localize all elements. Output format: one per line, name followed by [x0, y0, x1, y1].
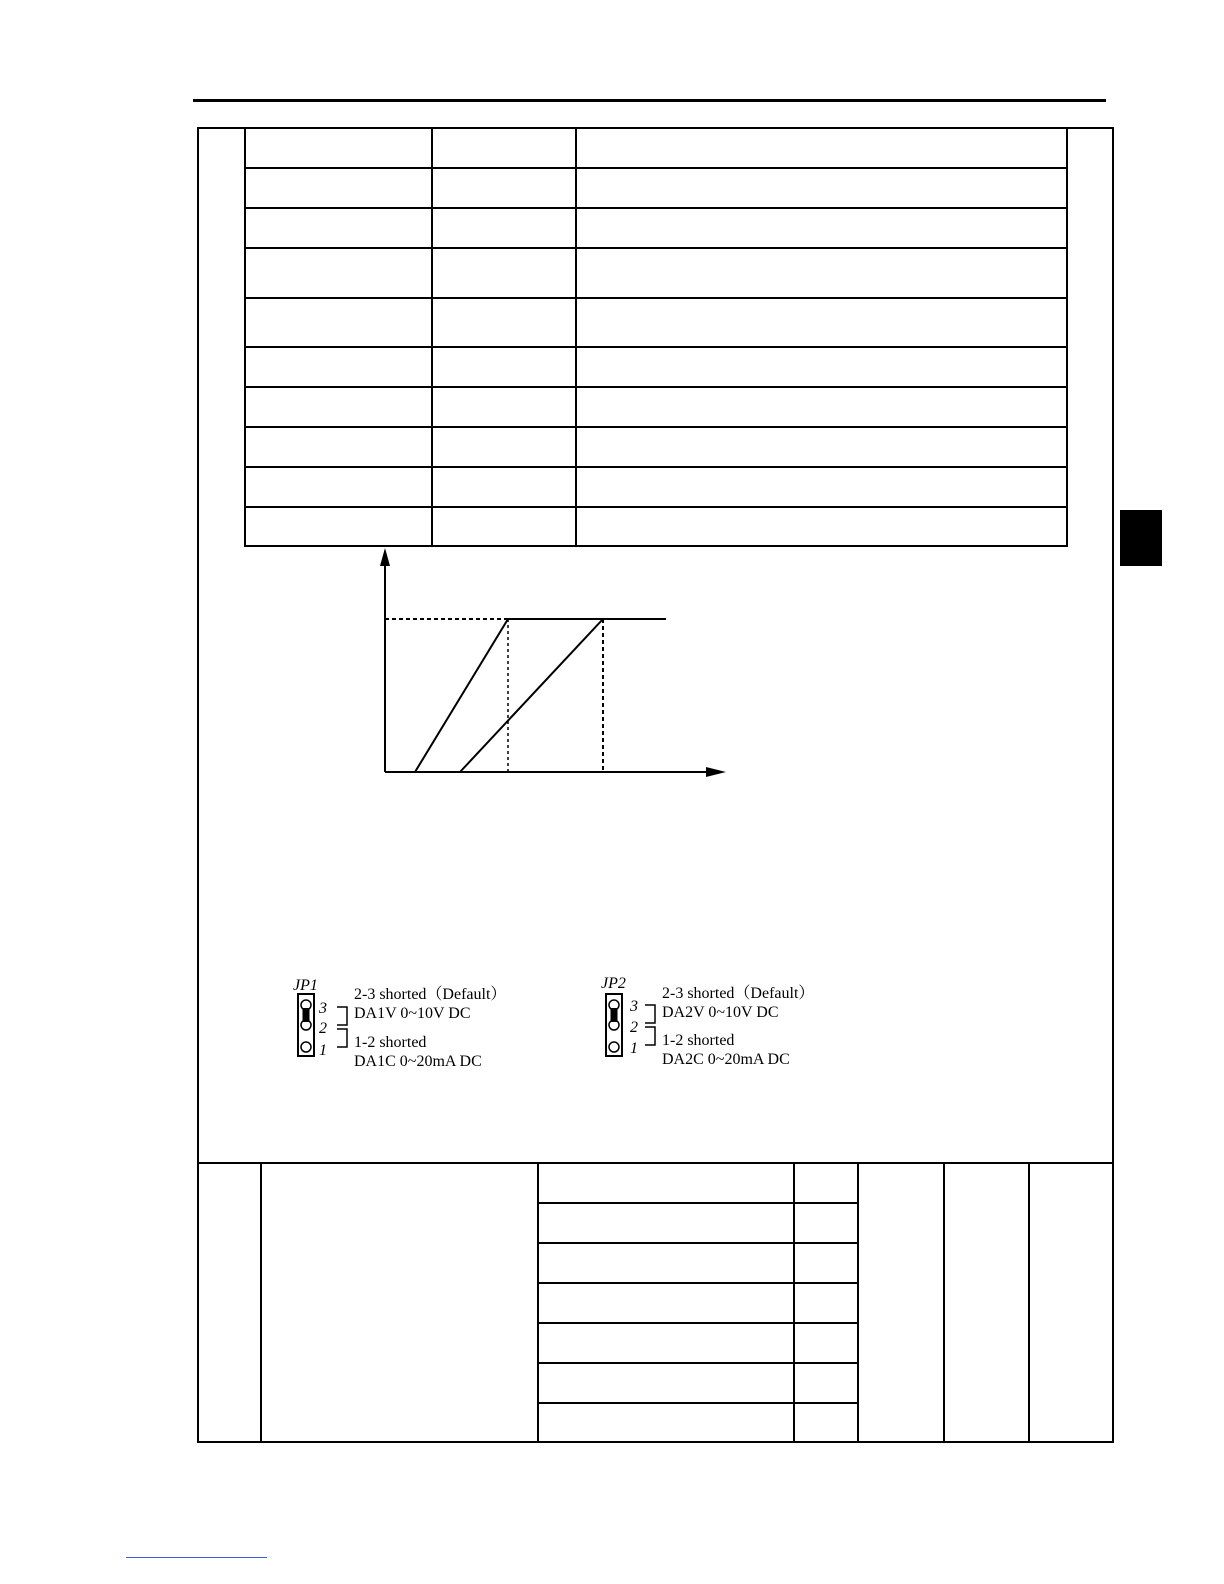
graph-curve-steep	[415, 619, 508, 772]
jp1-pin-2-label: 2	[319, 1020, 327, 1037]
output-curve-graph	[380, 548, 726, 777]
jp1-option-b-title: 1-2 shorted	[354, 1034, 427, 1051]
jp1-option-b-detail: DA1C 0~20mA DC	[354, 1053, 482, 1070]
jp2-option-a-detail: DA2V 0~10V DC	[662, 1004, 779, 1021]
jp1-label: JP1	[293, 977, 318, 994]
jp2-pin-1-label: 1	[630, 1040, 638, 1057]
lower-table	[197, 1163, 1114, 1443]
upper-table-border	[245, 128, 1067, 546]
jp1-option-a-detail: DA1V 0~10V DC	[354, 1005, 471, 1022]
jp2-option-a-title: 2-3 shorted（Default）	[662, 985, 815, 1002]
jumper-jp2	[601, 975, 814, 1068]
jp2-pin-2-label: 2	[630, 1019, 638, 1036]
jumper-jp1	[293, 977, 506, 1070]
jp2-pin-1	[609, 1042, 619, 1052]
jp2-option-b-title: 1-2 shorted	[662, 1032, 735, 1049]
graph-curve-shallow	[460, 619, 603, 772]
jp1-pin-1	[301, 1042, 311, 1052]
jp1-shunt	[303, 1008, 310, 1022]
jp1-option-a-title: 2-3 shorted（Default）	[354, 986, 507, 1003]
jp2-bracket-lower	[645, 1027, 655, 1045]
jp1-bracket-upper	[337, 1007, 347, 1025]
jp1-pin-3-label: 3	[319, 1000, 327, 1017]
jp2-label: JP2	[601, 975, 626, 992]
jp1-bracket-lower	[337, 1029, 347, 1047]
upper-table	[245, 128, 1067, 546]
jp2-bracket-upper	[645, 1005, 655, 1023]
jp2-option-b-detail: DA2C 0~20mA DC	[662, 1051, 790, 1068]
graph-y-arrow	[380, 548, 390, 566]
jp2-pin-3-label: 3	[630, 998, 638, 1015]
jp1-pin-1-label: 1	[319, 1042, 327, 1059]
jp2-shunt	[611, 1008, 618, 1022]
graph-x-arrow	[706, 767, 726, 777]
